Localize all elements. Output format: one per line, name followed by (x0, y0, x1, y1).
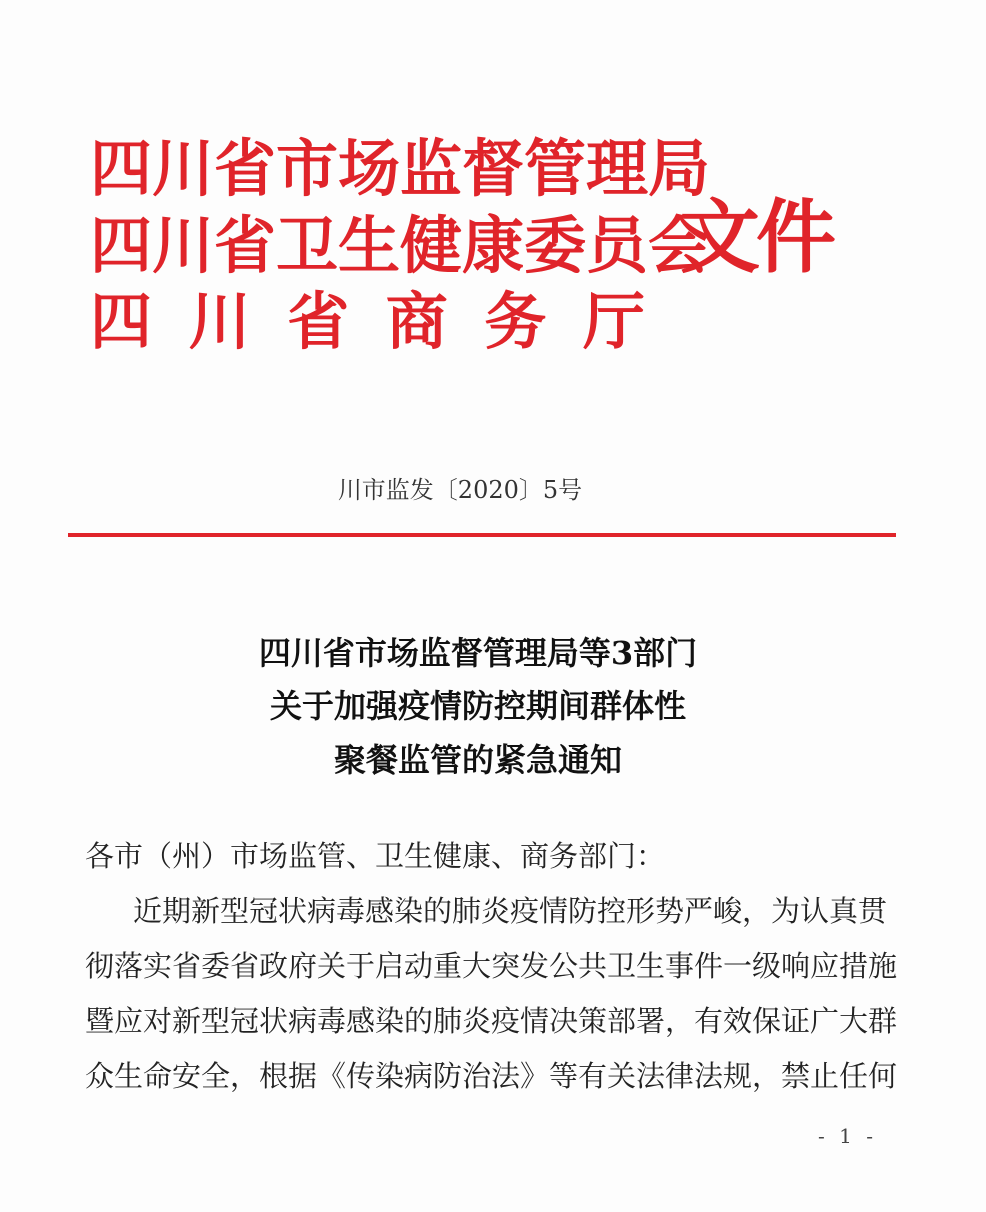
salutation: 各市（州）市场监管、卫生健康、商务部门： (85, 839, 666, 873)
body-line-3: 暨应对新型冠状病毒感染的肺炎疫情决策部署，有效保证广大群 (85, 1004, 898, 1038)
body-line-1: 近期新型冠状病毒感染的肺炎疫情防控形势严峻，为认真贯 (133, 894, 888, 928)
issuer-1: 四川省市场监督管理局 (90, 132, 711, 205)
body-line-2: 彻落实省委省政府关于启动重大突发公共卫生事件一级响应措施 (85, 949, 898, 983)
issuer-3: 四川省商务厅 (90, 285, 645, 358)
doc-type-label: 文件 (680, 191, 832, 284)
document-number: 川市监发〔2020〕5号 (337, 476, 583, 504)
title-line-2: 关于加强疫情防控期间群体性 (269, 687, 686, 725)
issuer-2: 四川省卫生健康委员会 (90, 209, 711, 282)
page-number: - 1 - (818, 1124, 877, 1148)
title-line-1: 四川省市场监督管理局等3部门 (258, 634, 698, 672)
body-line-4: 众生命安全，根据《传染病防治法》等有关法律法规，禁止任何 (85, 1059, 898, 1093)
title-line-3: 聚餐监管的紧急通知 (333, 741, 622, 779)
red-divider (68, 533, 896, 537)
